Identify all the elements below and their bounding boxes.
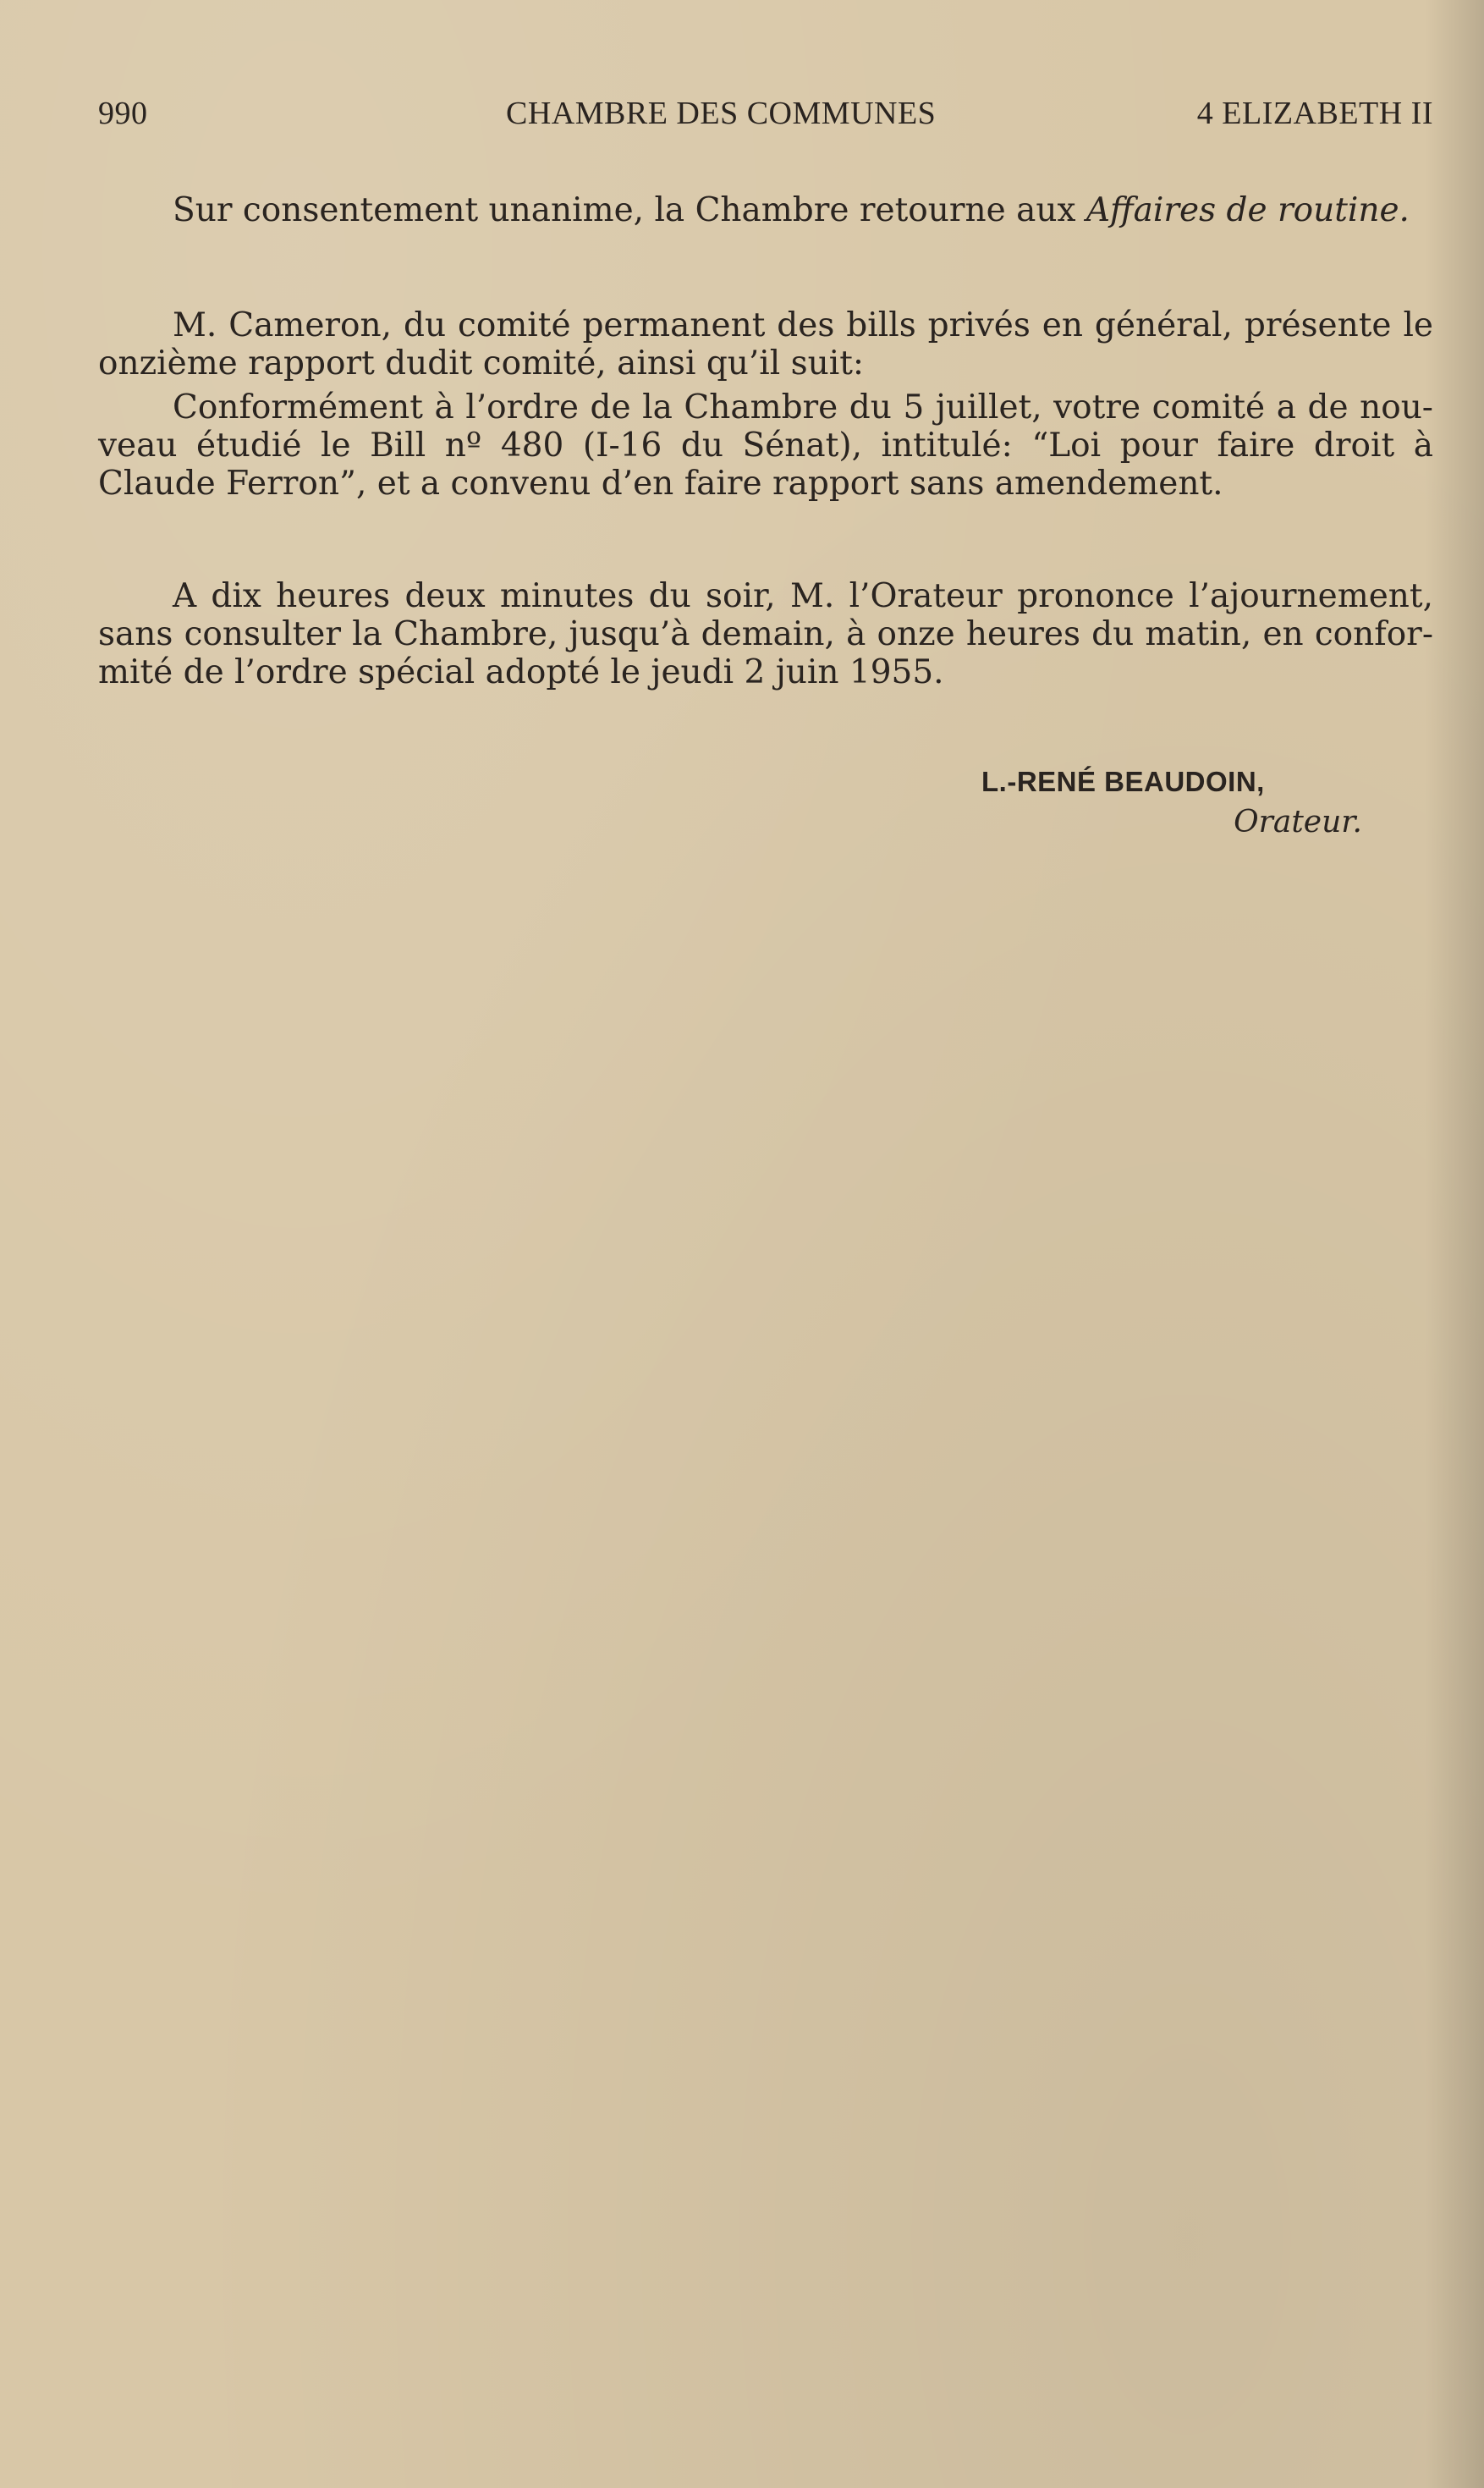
paragraph-line: mité de l’ordre spécial adopté le jeudi 2 juin 1955. xyxy=(98,653,944,691)
paragraph-line: M. Cameron, du comité permanent des bills privés en général, présente le xyxy=(173,306,1433,344)
paragraph-line: Claude Ferron”, et a convenu d’en faire rapport sans amendement. xyxy=(98,465,1223,503)
paragraph-return-to-routine xyxy=(98,191,1433,229)
paragraph-line: onzième rapport dudit comité, ainsi qu’il suit: xyxy=(98,344,865,383)
regnal-year: 4 ELIZABETH II xyxy=(1196,96,1433,131)
paragraph-text: Sur consentement unanime, la Chambre retourne aux xyxy=(173,191,1086,229)
paragraph-italic-text: Affaires de routine. xyxy=(1086,191,1410,229)
speaker-title: Orateur. xyxy=(1234,805,1362,839)
paragraph-line: veau étudié le Bill nº 480 (I-16 du Sénat), intitulé: “Loi pour faire droit à xyxy=(98,427,1433,465)
page-number: 990 xyxy=(98,96,148,131)
running-title: CHAMBRE DES COMMUNES xyxy=(506,96,937,131)
paragraph-line: A dix heures deux minutes du soir, M. l’Orateur prononce l’ajournement, xyxy=(173,577,1433,615)
speaker-name: L.-RENÉ BEAUDOIN, xyxy=(981,766,1265,797)
paragraph-adjournment xyxy=(98,577,1433,691)
signature-block xyxy=(981,762,1388,843)
paragraph-cameron-report xyxy=(98,306,1433,383)
paragraph-line: Conformément à l’ordre de la Chambre du 5 juillet, votre comité a de nou- xyxy=(173,388,1433,427)
paragraph-committee-report xyxy=(98,388,1433,503)
page-header xyxy=(98,95,1433,137)
paragraph-line: sans consulter la Chambre, jusqu’à demain, à onze heures du matin, en confor- xyxy=(98,615,1433,653)
